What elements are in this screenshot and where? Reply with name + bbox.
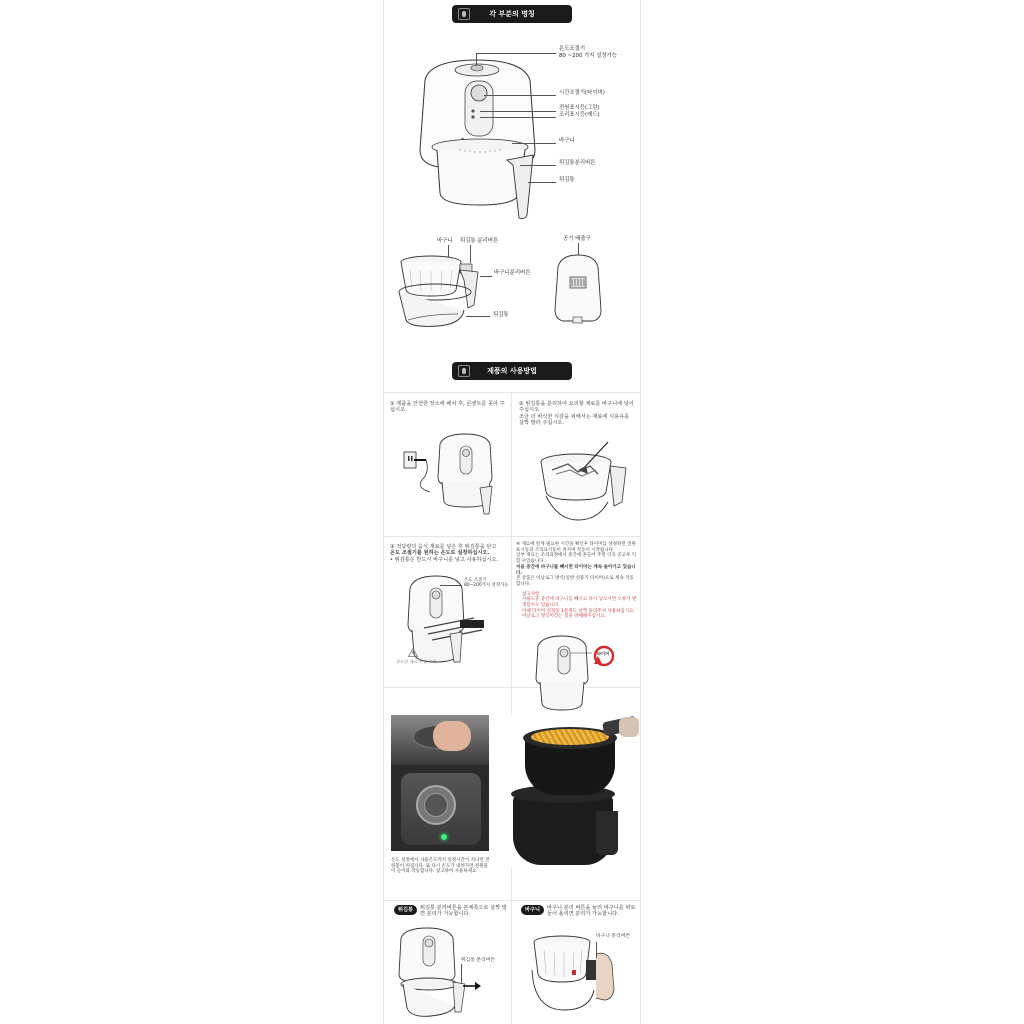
photo-caption: 온도 설정에서 사용온도까지 일정시간이 지나면 전원불이 꺼집니다. 또 다시 온도가 내려가면 전원불이 들어와 작동합니다. 참고하여 사용하세요 [391,858,490,875]
leader-line [520,165,556,166]
step4-timer-illustration [532,634,622,712]
air-fryer-diagram [405,55,555,225]
leader-line [470,245,471,263]
step4-warn-c: 아날로그 방식이라는 점을 양해해주십시요. [522,614,606,620]
timer-label: 시간조절기(타이머) [559,90,605,96]
basket-tag: 바구니 [521,905,544,915]
fryer-back-view [553,255,603,327]
leader-line [596,942,597,958]
step2-brush-illustration [538,440,628,525]
release-button-label: 튀김통분리버튼 [559,160,596,166]
leader-line [466,316,490,317]
step3-temp-title: 온도 조절기 [464,578,487,583]
temp-range-label: 80 ~200 가지 설정가능 [559,53,618,59]
leader-line [448,245,449,257]
step1-plug-illustration [400,432,500,517]
leader-line [476,53,477,66]
step4-warning [516,592,638,621]
basket-label: 바구니 [559,138,575,144]
step3-temp-label [464,578,509,589]
power-lamp-label: 전원표시등(그린) [559,105,600,111]
leader-line [528,182,556,183]
drawer-release-text: 튀김통 분리버튼을 본체쪽으로 살짝 밀면 분리가 가능합니다. [420,905,507,918]
drawer-label: 튀김통 [559,177,575,183]
caution-icon [408,648,418,657]
appliance-icon [458,8,470,20]
parts-section-title: 각 부분의 명칭 [489,10,535,18]
step4-warn-title: 참고사항 [522,591,540,597]
parts-section-header [452,5,572,23]
temp-control-label: 온도조절기 [559,46,586,52]
assembly-drawer-release-label: 튀김통 분리버튼 [460,238,499,244]
divider [511,392,512,1024]
step3-line-a: ③ 적당량의 음식 재료를 넣은 후 튀김통을 닫고 [390,544,497,550]
step2-line-a: ② 튀김통을 분리하여 요리할 재료를 바구니에 넣어주십시오. [519,401,634,414]
divider [384,536,640,537]
step4-warn-b: 이때 타이머 설정을 1분정도 살짝 돌려주셔 사용하십시요. [522,608,635,614]
cook-lamp-label: 조리표시등(레드) [559,112,600,118]
step4-warn-a: 사용도중 중간에 바구니를 빼시고 다시 넣으시면 오류가 발생할수도 있습니다. [522,597,637,609]
leader-line [476,53,556,54]
appliance-icon [458,365,470,377]
air-outlet-label: 공기 배출구 [563,236,591,242]
step3-caution: 과도한 재료 투입 주의 [396,659,437,664]
assembly-basket-release-label: 바구니분리버튼 [494,270,531,276]
leader-line [480,276,492,277]
step4-text [516,542,638,620]
usage-section-title: 제품의 사용방법 [487,367,537,375]
leader-line [461,964,462,984]
step3-temp-range: 80~200가지 설정가능 [464,583,509,589]
leader-line [440,585,462,586]
drawer-assembly-diagram [398,250,493,330]
basket-release-illustration [530,930,625,1020]
assembly-drawer-label: 튀김통 [493,312,509,318]
fries-basket-photo [511,715,640,867]
step3-text [390,544,508,563]
step4-line-a: ④ 재료에 알게 필요한 시간을 확인후 타이머를 설정하면 전원표시등과 조리표시등이 켜지며 작동이 시작됩니다. [516,542,636,553]
usage-section-header [452,362,572,380]
leader-line [512,143,556,144]
assembly-basket-label: 바구니 [437,238,453,244]
control-knob-photo [391,715,489,851]
basket-release-label: 바구니 분리버튼 [596,934,630,939]
step1-text: ① 제품을 안전한 장소에 배치 후, 콘센트를 꽂아 주십시오. [390,401,505,414]
step3-line-c: • 튀김통은 반드시 바구니를 넣고 사용하십시오. [390,556,499,563]
basket-release-text: 바구니 분리 버튼을 눌러 바구니를 위로 들어 올리면 분리가 가능합니다. [547,905,636,918]
step3-line-b: 온도 조절기를 원하는 온도로 설정하십시오. [390,550,490,557]
step2-text [519,401,635,427]
step4-line-d: 본 상품은 아날로그 방식(일반 선풍기 타이머)으로 계속 작동합니다. [516,576,634,587]
drawer-release-label: 튀김통 분리버튼 [461,958,495,963]
leader-line [484,95,556,96]
step2-line-b: 조금 더 바삭한 식감을 위해서는 재료에 식용유를 살짝 발라 주십시오. [519,413,630,427]
drawer-release-illustration [397,926,497,1021]
leader-line [480,111,556,112]
divider [384,900,640,901]
step4-timer-label: 타이머 [597,651,610,656]
drawer-tag: 튀김통 [394,905,417,915]
leader-line [480,117,556,118]
step4-line-b: 일부 재료는 조리과정에서 중간에 흔들어 주면 더욱 골고루 익힐 수있습니다. [516,553,637,565]
divider [384,392,640,393]
step4-line-c: 저을 중간에 바구니를 빼시면 타이머는 계속 돌아가고 있습니다. [516,564,636,576]
